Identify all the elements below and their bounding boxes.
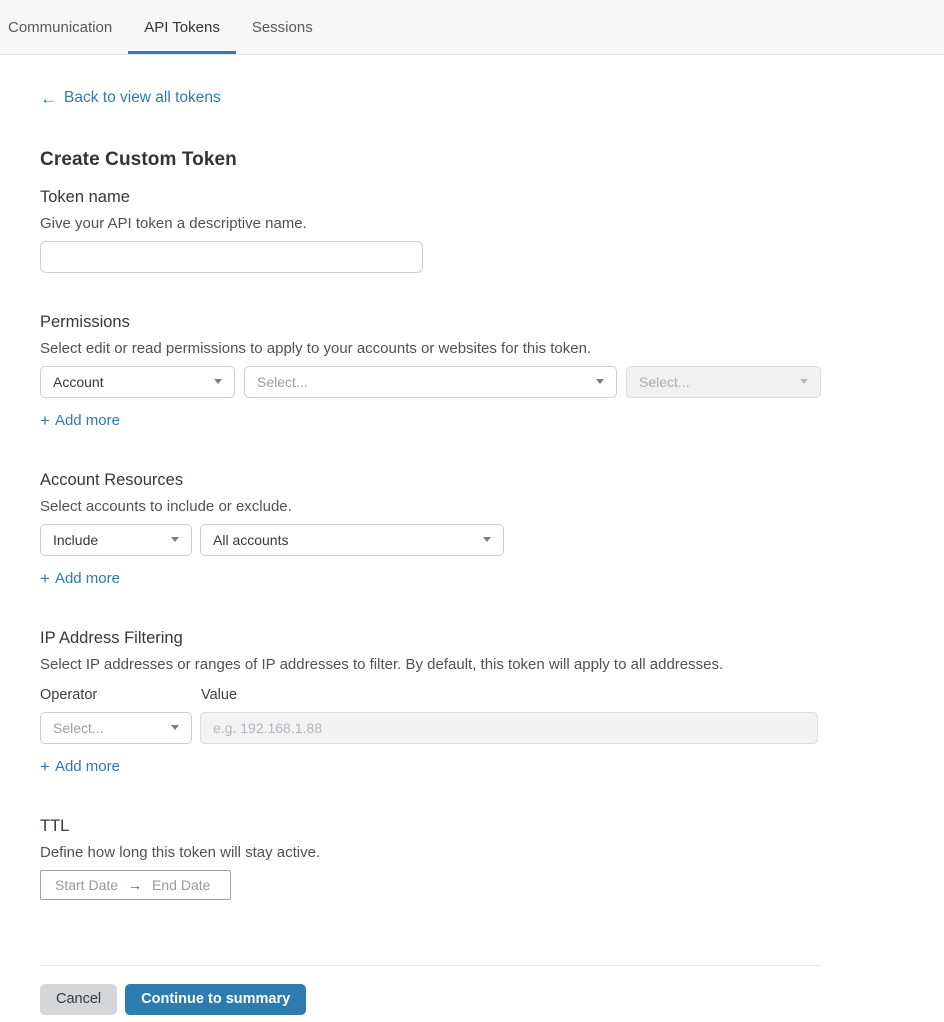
- add-more-label: Add more: [54, 411, 120, 429]
- resource-accounts-value: All accounts: [213, 531, 289, 548]
- caret-down-icon: [596, 379, 604, 384]
- token-name-heading: Token name: [40, 187, 130, 206]
- add-more-label: Add more: [54, 757, 120, 775]
- plus-icon: +: [40, 756, 50, 776]
- arrow-right-icon: →: [128, 876, 143, 893]
- resource-mode-value: Include: [53, 531, 99, 548]
- ttl-heading: TTL: [40, 816, 70, 835]
- account-resources-description: Select accounts to include or exclude.: [40, 497, 292, 515]
- permissions-description: Select edit or read permissions to apply to your accounts or websites for this token.: [40, 339, 592, 357]
- ip-filtering-heading: IP Address Filtering: [40, 628, 183, 647]
- permission-group-placeholder: Select...: [257, 373, 308, 390]
- caret-down-icon: [171, 725, 179, 730]
- ip-operator-placeholder: Select...: [53, 719, 104, 736]
- permission-scope-value: Account: [53, 373, 104, 390]
- ip-filtering-description: Select IP addresses or ranges of IP addresses to filter. By default, this token will apply to all addresses.: [40, 655, 724, 673]
- main-content: [0, 89, 944, 1015]
- plus-icon: +: [40, 568, 50, 588]
- plus-icon: +: [40, 410, 50, 430]
- back-to-tokens-link[interactable]: [40, 89, 221, 107]
- start-date-placeholder: Start Date: [55, 876, 119, 893]
- permissions-heading: Permissions: [40, 312, 130, 331]
- ip-value-input[interactable]: [200, 712, 818, 744]
- footer-divider: [40, 965, 821, 966]
- tab-api-tokens[interactable]: API Tokens: [128, 0, 236, 54]
- tab-sessions[interactable]: Sessions: [251, 18, 313, 36]
- account-resources-heading: Account Resources: [40, 470, 184, 489]
- token-name-description: Give your API token a descriptive name.: [40, 214, 307, 232]
- account-resources-add-more-link[interactable]: [40, 570, 120, 587]
- add-more-label: Add more: [54, 569, 120, 587]
- caret-down-icon: [171, 537, 179, 542]
- ttl-date-range-picker[interactable]: [40, 870, 231, 900]
- operator-label: Operator: [40, 686, 98, 703]
- permission-level-placeholder: Select...: [639, 373, 690, 390]
- arrow-left-icon: ←: [40, 88, 57, 108]
- value-label: Value: [201, 686, 238, 703]
- permissions-add-more-link[interactable]: [40, 412, 120, 429]
- caret-down-icon: [800, 379, 808, 384]
- end-date-placeholder: End Date: [152, 876, 211, 893]
- page-title: Create Custom Token: [40, 148, 237, 170]
- back-link-label: Back to view all tokens: [64, 89, 221, 106]
- resource-accounts-dropdown[interactable]: [200, 524, 504, 556]
- cancel-button[interactable]: Cancel: [40, 984, 117, 1015]
- continue-to-summary-button[interactable]: Continue to summary: [125, 984, 306, 1015]
- ip-filtering-add-more-link[interactable]: [40, 758, 120, 775]
- token-name-input[interactable]: [40, 241, 423, 273]
- caret-down-icon: [483, 537, 491, 542]
- permission-group-dropdown[interactable]: [244, 366, 617, 398]
- tab-bar: [0, 0, 944, 55]
- permission-level-dropdown: [626, 366, 821, 398]
- ip-operator-dropdown[interactable]: [40, 712, 192, 744]
- tab-communication[interactable]: Communication: [8, 18, 113, 36]
- permission-scope-dropdown[interactable]: [40, 366, 235, 398]
- resource-mode-dropdown[interactable]: [40, 524, 192, 556]
- caret-down-icon: [214, 379, 222, 384]
- ttl-description: Define how long this token will stay active.: [40, 843, 321, 861]
